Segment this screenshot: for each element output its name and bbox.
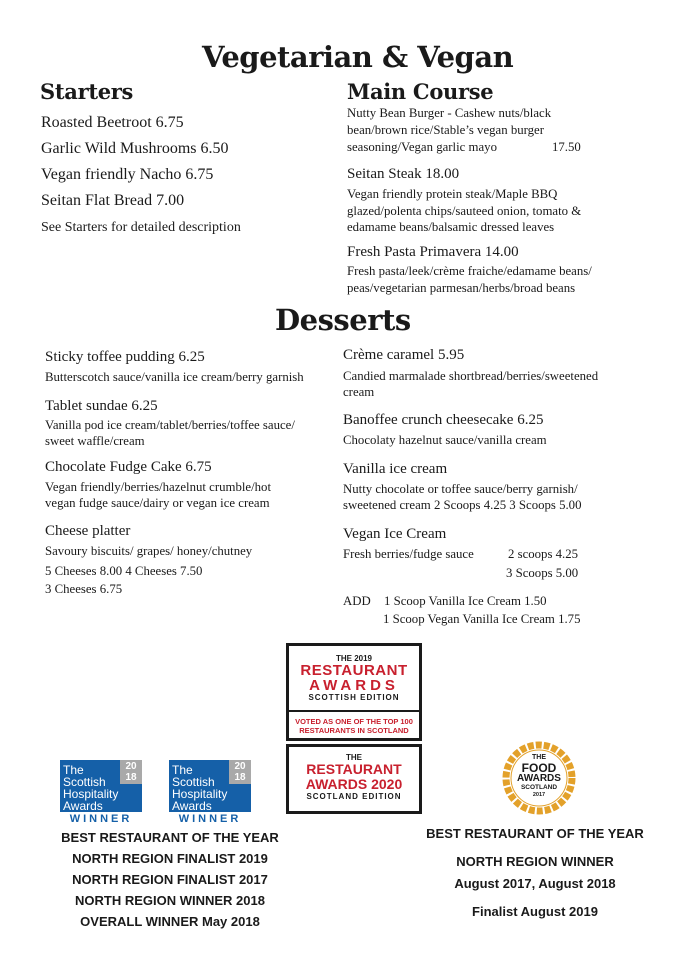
starter-item: Garlic Wild Mushrooms 6.50 [41, 140, 229, 157]
scottish-hospitality-awards-badge [169, 760, 251, 828]
badge-text: Awards [172, 799, 212, 813]
seitan-line: glazed/polenta chips/sauteed onion, tomato & [347, 204, 582, 218]
award-caption: Finalist August 2019 [472, 904, 598, 919]
badge-text: AWARDS 2020 [305, 776, 403, 792]
badge-text: THE [346, 753, 362, 762]
badge-text: THE 2019 [335, 654, 373, 663]
dessert-desc: Chocolaty hazelnut sauce/vanilla cream [343, 433, 547, 447]
add-line: 1 Scoop Vanilla Ice Cream 1.50 [384, 594, 547, 608]
dessert-title: Vanilla ice cream [343, 461, 448, 477]
award-caption: NORTH REGION WINNER [456, 854, 614, 869]
scottish-hospitality-awards-badge [60, 760, 142, 828]
page-title: Vegetarian & Vegan [202, 40, 514, 74]
badge-year [120, 760, 142, 784]
add-line: 1 Scoop Vegan Vanilla Ice Cream 1.75 [383, 612, 581, 626]
restaurant-awards-2019-badge [286, 643, 422, 741]
badge-text: RESTAURANTS IN SCOTLAND [299, 726, 409, 735]
main-course-heading: Main Course [347, 79, 494, 104]
dessert-desc: Candied marmalade shortbread/berries/sweetened [343, 369, 599, 383]
badge-text: VOTED AS ONE OF THE TOP 100 [295, 717, 413, 726]
award-caption: OVERALL WINNER May 2018 [80, 914, 260, 929]
dessert-desc: Vegan friendly/berries/hazelnut crumble/hot [45, 480, 271, 494]
dessert-price: 3 Scoops 5.00 [506, 566, 579, 580]
badge-winner: WINNER [178, 813, 242, 825]
dessert-desc: 5 Cheeses 8.00 4 Cheeses 7.50 [45, 564, 203, 578]
badge-text: Awards [63, 799, 103, 813]
award-caption: NORTH REGION FINALIST 2017 [72, 872, 268, 887]
dessert-title: Vegan Ice Cream [343, 526, 447, 542]
badge-winner: WINNER [69, 813, 133, 825]
burger-price: 17.50 [552, 140, 581, 154]
starters-heading: Starters [40, 79, 134, 104]
seitan-line: Vegan friendly protein steak/Maple BBQ [347, 187, 558, 201]
badge-text: 18 [234, 772, 246, 783]
dessert-desc: Vanilla pod ice cream/tablet/berries/toffee sauce/ [45, 418, 295, 432]
badge-text: 20 [234, 761, 246, 772]
starter-item: Seitan Flat Bread 7.00 [41, 192, 185, 209]
starter-item: Vegan friendly Nacho 6.75 [41, 166, 214, 183]
seitan-line: edamame beans/balsamic dressed leaves [347, 220, 555, 234]
dessert-title: Chocolate Fudge Cake 6.75 [45, 459, 212, 475]
dessert-title: Sticky toffee pudding 6.25 [45, 349, 205, 365]
badge-text: Scottish [172, 775, 215, 789]
dessert-desc: Fresh berries/fudge sauce [343, 547, 474, 561]
dessert-desc: sweet waffle/cream [45, 434, 145, 448]
badge-text: Scottish [63, 775, 106, 789]
badge-text: SCOTLAND EDITION [306, 792, 402, 801]
pasta-line: peas/vegetarian parmesan/herbs/broad beans [347, 281, 576, 295]
badge-text: RESTAURANT [306, 761, 402, 777]
seitan-steak-title: Seitan Steak 18.00 [347, 166, 460, 182]
badge-text: SCOTLAND [520, 784, 558, 791]
starters-note: See Starters for detailed description [41, 220, 241, 235]
award-caption: BEST RESTAURANT OF THE YEAR [426, 826, 644, 841]
dessert-title: Crème caramel 5.95 [343, 347, 465, 363]
dessert-desc: Savoury biscuits/ grapes/ honey/chutney [45, 544, 253, 558]
dessert-desc: Butterscotch sauce/vanilla ice cream/berry garnish [45, 370, 304, 384]
badge-text: The [63, 763, 84, 777]
dessert-title: Cheese platter [45, 523, 131, 539]
badge-year [229, 760, 251, 784]
award-caption: August 2017, August 2018 [454, 876, 616, 891]
pasta-title: Fresh Pasta Primavera 14.00 [347, 244, 519, 260]
award-caption: BEST RESTAURANT OF THE YEAR [61, 830, 279, 845]
badge-text: AWARDS [309, 677, 399, 694]
dessert-desc: sweetened cream 2 Scoops 4.25 3 Scoops 5.00 [343, 498, 582, 512]
add-label: ADD [343, 594, 371, 608]
badge-text: SCOTTISH EDITION [308, 693, 400, 702]
dessert-title: Tablet sundae 6.25 [45, 398, 158, 414]
award-caption: NORTH REGION WINNER 2018 [75, 893, 265, 908]
badge-text: 2017 [532, 792, 546, 798]
badge-text: 20 [125, 761, 137, 772]
badge-divider [289, 710, 419, 712]
dessert-desc: Nutty chocolate or toffee sauce/berry garnish/ [343, 482, 578, 496]
badge-text: 18 [125, 772, 137, 783]
badge-text: THE [532, 754, 546, 761]
badge-text: Hospitality [63, 787, 119, 801]
starter-item: Roasted Beetroot 6.75 [41, 114, 184, 131]
pasta-line: Fresh pasta/leek/crème fraiche/edamame beans/ [347, 264, 592, 278]
badge-text: FOOD [521, 761, 557, 775]
dessert-desc: cream [343, 385, 375, 399]
dessert-title: Banoffee crunch cheesecake 6.25 [343, 412, 544, 428]
burger-line: bean/brown rice/Stable’s vegan burger [347, 123, 544, 137]
badge-text: RESTAURANT [300, 662, 408, 679]
burger-line: seasoning/Vegan garlic mayo [347, 140, 497, 154]
award-caption: NORTH REGION FINALIST 2019 [72, 851, 268, 866]
dessert-desc: vegan fudge sauce/dairy or vegan ice cream [45, 496, 270, 510]
food-awards-badge [499, 738, 579, 818]
burger-line: Nutty Bean Burger - Cashew nuts/black [347, 106, 552, 120]
restaurant-awards-2020-badge [286, 744, 422, 814]
badge-text: AWARDS [517, 773, 561, 784]
dessert-desc: 3 Cheeses 6.75 [45, 582, 123, 596]
dessert-price: 2 scoops 4.25 [508, 547, 579, 561]
badge-text: Hospitality [172, 787, 228, 801]
desserts-heading: Desserts [275, 303, 411, 337]
badge-text: The [172, 763, 193, 777]
